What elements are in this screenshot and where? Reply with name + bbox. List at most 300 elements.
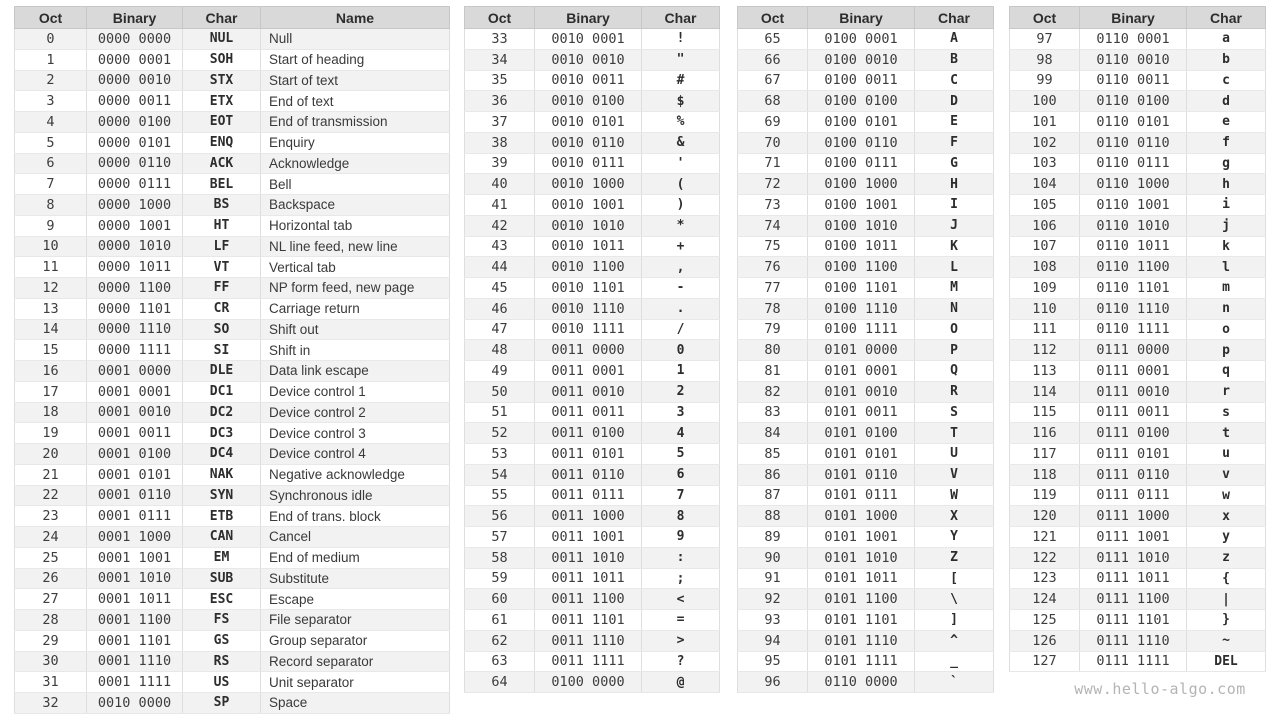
cell-binary: 0010 1100 <box>535 257 642 278</box>
table-row <box>465 195 720 216</box>
cell-char: | <box>1187 589 1266 610</box>
cell-binary: 0010 1001 <box>535 195 642 216</box>
cell-name: Start of text <box>261 70 450 91</box>
cell-char: V <box>915 464 994 485</box>
cell-binary: 0111 1010 <box>1080 547 1187 568</box>
cell-binary: 0001 1010 <box>87 568 183 589</box>
cell-char: ACK <box>183 153 261 174</box>
table-row <box>738 506 994 527</box>
table-row <box>738 361 994 382</box>
cell-name: Bell <box>261 174 450 195</box>
cell-binary: 0101 1101 <box>808 610 915 631</box>
cell-char: DC3 <box>183 423 261 444</box>
cell-char: R <box>915 381 994 402</box>
cell-name: File separator <box>261 610 450 631</box>
cell-name: Space <box>261 693 450 714</box>
table-row <box>738 112 994 133</box>
table-row <box>15 527 450 548</box>
cell-char: 0 <box>642 340 720 361</box>
cell-char: j <box>1187 215 1266 236</box>
cell-oct: 22 <box>15 485 87 506</box>
table-row <box>15 651 450 672</box>
cell-binary: 0100 0110 <box>808 132 915 153</box>
cell-oct: 61 <box>465 610 535 631</box>
cell-char: z <box>1187 547 1266 568</box>
cell-binary: 0011 1101 <box>535 610 642 631</box>
cell-binary: 0111 1100 <box>1080 589 1187 610</box>
cell-name: Unit separator <box>261 672 450 693</box>
cell-char: HT <box>183 215 261 236</box>
cell-oct: 110 <box>1010 298 1080 319</box>
table-row <box>1010 132 1266 153</box>
cell-binary: 0101 0110 <box>808 464 915 485</box>
cell-name: Record separator <box>261 651 450 672</box>
cell-binary: 0001 1101 <box>87 630 183 651</box>
cell-oct: 108 <box>1010 257 1080 278</box>
cell-binary: 0100 0100 <box>808 91 915 112</box>
cell-binary: 0011 0000 <box>535 340 642 361</box>
cell-oct: 118 <box>1010 464 1080 485</box>
table-row <box>465 319 720 340</box>
table-row <box>1010 423 1266 444</box>
cell-oct: 41 <box>465 195 535 216</box>
table-row <box>1010 547 1266 568</box>
cell-binary: 0101 0000 <box>808 340 915 361</box>
cell-char: DC2 <box>183 402 261 423</box>
ascii-table-control-chars <box>14 6 445 714</box>
cell-char: STX <box>183 70 261 91</box>
cell-binary: 0001 0110 <box>87 485 183 506</box>
table-row <box>465 402 720 423</box>
cell-char: l <box>1187 257 1266 278</box>
cell-oct: 72 <box>738 174 808 195</box>
cell-oct: 1 <box>15 49 87 70</box>
data-table <box>737 6 994 693</box>
cell-char: } <box>1187 610 1266 631</box>
cell-oct: 53 <box>465 444 535 465</box>
cell-binary: 0000 0110 <box>87 153 183 174</box>
cell-binary: 0010 0101 <box>535 112 642 133</box>
cell-char: ^ <box>915 630 994 651</box>
table-row <box>465 527 720 548</box>
cell-char: LF <box>183 236 261 257</box>
cell-char: SO <box>183 319 261 340</box>
cell-oct: 68 <box>738 91 808 112</box>
table-row <box>465 298 720 319</box>
table-row <box>1010 195 1266 216</box>
table-row <box>738 402 994 423</box>
cell-char: 8 <box>642 506 720 527</box>
cell-char: NAK <box>183 464 261 485</box>
cell-binary: 0011 0010 <box>535 381 642 402</box>
cell-char: B <box>915 49 994 70</box>
cell-char: I <box>915 195 994 216</box>
cell-binary: 0011 1110 <box>535 630 642 651</box>
cell-oct: 95 <box>738 651 808 672</box>
cell-binary: 0000 1000 <box>87 195 183 216</box>
column-header-char: Char <box>642 7 720 29</box>
table-row <box>465 381 720 402</box>
cell-oct: 78 <box>738 298 808 319</box>
cell-oct: 20 <box>15 444 87 465</box>
cell-oct: 84 <box>738 423 808 444</box>
table-row <box>465 112 720 133</box>
cell-oct: 102 <box>1010 132 1080 153</box>
cell-binary: 0110 1111 <box>1080 319 1187 340</box>
cell-char: N <box>915 298 994 319</box>
cell-char: EOT <box>183 112 261 133</box>
cell-binary: 0101 1100 <box>808 589 915 610</box>
cell-binary: 0110 0011 <box>1080 70 1187 91</box>
cell-binary: 0101 1011 <box>808 568 915 589</box>
cell-name: Device control 1 <box>261 381 450 402</box>
table-row <box>1010 630 1266 651</box>
cell-char: Z <box>915 547 994 568</box>
header-row <box>1010 7 1266 29</box>
cell-name: Device control 2 <box>261 402 450 423</box>
cell-oct: 73 <box>738 195 808 216</box>
cell-char: D <box>915 91 994 112</box>
table-row <box>15 630 450 651</box>
cell-oct: 44 <box>465 257 535 278</box>
cell-binary: 0101 1010 <box>808 547 915 568</box>
cell-oct: 83 <box>738 402 808 423</box>
table-row <box>738 381 994 402</box>
table-row <box>1010 527 1266 548</box>
table-row <box>465 70 720 91</box>
cell-name: Group separator <box>261 630 450 651</box>
cell-char: s <box>1187 402 1266 423</box>
cell-binary: 0000 0010 <box>87 70 183 91</box>
cell-binary: 0100 1001 <box>808 195 915 216</box>
cell-char: DLE <box>183 361 261 382</box>
cell-name: Negative acknowledge <box>261 464 450 485</box>
cell-name: NL line feed, new line <box>261 236 450 257</box>
cell-char: 5 <box>642 444 720 465</box>
cell-char: FF <box>183 278 261 299</box>
cell-binary: 0001 1011 <box>87 589 183 610</box>
cell-char: 7 <box>642 485 720 506</box>
table-row <box>15 195 450 216</box>
cell-char: K <box>915 236 994 257</box>
cell-binary: 0100 1111 <box>808 319 915 340</box>
cell-char: VT <box>183 257 261 278</box>
cell-oct: 46 <box>465 298 535 319</box>
cell-oct: 122 <box>1010 547 1080 568</box>
cell-char: r <box>1187 381 1266 402</box>
cell-oct: 28 <box>15 610 87 631</box>
cell-char: * <box>642 215 720 236</box>
table-row <box>738 547 994 568</box>
cell-char: + <box>642 236 720 257</box>
table-row <box>1010 49 1266 70</box>
cell-char: 6 <box>642 464 720 485</box>
cell-binary: 0100 1100 <box>808 257 915 278</box>
cell-oct: 58 <box>465 547 535 568</box>
table-row <box>15 29 450 50</box>
table-row <box>1010 112 1266 133</box>
cell-char: SI <box>183 340 261 361</box>
cell-oct: 39 <box>465 153 535 174</box>
cell-binary: 0101 0111 <box>808 485 915 506</box>
cell-char: w <box>1187 485 1266 506</box>
ascii-table-65-96 <box>737 6 990 693</box>
table-row <box>15 112 450 133</box>
cell-binary: 0111 0010 <box>1080 381 1187 402</box>
table-row <box>465 506 720 527</box>
cell-binary: 0101 0100 <box>808 423 915 444</box>
table-row <box>15 444 450 465</box>
cell-name: NP form feed, new page <box>261 278 450 299</box>
cell-oct: 86 <box>738 464 808 485</box>
table-row <box>1010 589 1266 610</box>
cell-oct: 81 <box>738 361 808 382</box>
cell-char: n <box>1187 298 1266 319</box>
table-row <box>15 361 450 382</box>
cell-binary: 0010 0000 <box>87 693 183 714</box>
cell-char: ' <box>642 153 720 174</box>
cell-oct: 69 <box>738 112 808 133</box>
cell-char: M <box>915 278 994 299</box>
cell-char: p <box>1187 340 1266 361</box>
cell-char: ] <box>915 610 994 631</box>
cell-oct: 4 <box>15 112 87 133</box>
cell-binary: 0101 0101 <box>808 444 915 465</box>
data-table <box>1009 6 1266 672</box>
cell-oct: 3 <box>15 91 87 112</box>
cell-oct: 62 <box>465 630 535 651</box>
cell-oct: 35 <box>465 70 535 91</box>
cell-char: A <box>915 29 994 50</box>
cell-oct: 88 <box>738 506 808 527</box>
cell-binary: 0100 0001 <box>808 29 915 50</box>
table-row <box>465 278 720 299</box>
cell-binary: 0001 1111 <box>87 672 183 693</box>
data-table <box>14 6 450 714</box>
cell-name: Escape <box>261 589 450 610</box>
column-header-oct: Oct <box>1010 7 1080 29</box>
cell-binary: 0000 0001 <box>87 49 183 70</box>
table-row <box>1010 70 1266 91</box>
cell-binary: 0011 1010 <box>535 547 642 568</box>
cell-binary: 0010 1111 <box>535 319 642 340</box>
table-row <box>15 153 450 174</box>
column-header-char: Char <box>1187 7 1266 29</box>
cell-name: Data link escape <box>261 361 450 382</box>
table-row <box>738 423 994 444</box>
cell-char: H <box>915 174 994 195</box>
cell-oct: 12 <box>15 278 87 299</box>
cell-binary: 0111 0000 <box>1080 340 1187 361</box>
cell-binary: 0010 0011 <box>535 70 642 91</box>
table-row <box>465 464 720 485</box>
cell-oct: 104 <box>1010 174 1080 195</box>
cell-char: k <box>1187 236 1266 257</box>
table-row <box>1010 444 1266 465</box>
table-row <box>465 610 720 631</box>
cell-char: US <box>183 672 261 693</box>
table-row <box>15 319 450 340</box>
table-row <box>15 236 450 257</box>
cell-oct: 56 <box>465 506 535 527</box>
cell-binary: 0110 1011 <box>1080 236 1187 257</box>
table-row <box>15 91 450 112</box>
cell-name: Device control 3 <box>261 423 450 444</box>
cell-oct: 82 <box>738 381 808 402</box>
cell-char: SYN <box>183 485 261 506</box>
table-row <box>1010 278 1266 299</box>
cell-oct: 55 <box>465 485 535 506</box>
cell-binary: 0011 1000 <box>535 506 642 527</box>
table-row <box>15 423 450 444</box>
column-header-char: Char <box>183 7 261 29</box>
cell-oct: 36 <box>465 91 535 112</box>
cell-char: T <box>915 423 994 444</box>
table-row <box>738 651 994 672</box>
cell-binary: 0011 0001 <box>535 361 642 382</box>
cell-oct: 96 <box>738 672 808 693</box>
cell-oct: 124 <box>1010 589 1080 610</box>
cell-name: Device control 4 <box>261 444 450 465</box>
cell-binary: 0101 1001 <box>808 527 915 548</box>
cell-binary: 0010 1010 <box>535 215 642 236</box>
cell-binary: 0011 0110 <box>535 464 642 485</box>
table-row <box>465 361 720 382</box>
cell-oct: 126 <box>1010 630 1080 651</box>
table-row <box>465 91 720 112</box>
cell-binary: 0100 0101 <box>808 112 915 133</box>
cell-char: CR <box>183 298 261 319</box>
cell-oct: 49 <box>465 361 535 382</box>
cell-binary: 0011 1011 <box>535 568 642 589</box>
cell-binary: 0111 0100 <box>1080 423 1187 444</box>
cell-binary: 0100 0011 <box>808 70 915 91</box>
table-row <box>738 672 994 693</box>
cell-oct: 2 <box>15 70 87 91</box>
cell-binary: 0001 0010 <box>87 402 183 423</box>
cell-oct: 15 <box>15 340 87 361</box>
table-row <box>1010 340 1266 361</box>
cell-oct: 123 <box>1010 568 1080 589</box>
cell-char: BS <box>183 195 261 216</box>
cell-binary: 0000 0111 <box>87 174 183 195</box>
table-row <box>738 215 994 236</box>
cell-oct: 67 <box>738 70 808 91</box>
cell-binary: 0011 1111 <box>535 651 642 672</box>
cell-oct: 17 <box>15 381 87 402</box>
column-header-oct: Oct <box>15 7 87 29</box>
table-row <box>1010 257 1266 278</box>
cell-oct: 31 <box>15 672 87 693</box>
table-row <box>15 49 450 70</box>
header-row <box>738 7 994 29</box>
cell-binary: 0011 1100 <box>535 589 642 610</box>
cell-oct: 127 <box>1010 651 1080 672</box>
cell-char: i <box>1187 195 1266 216</box>
table-row <box>465 651 720 672</box>
table-row <box>738 132 994 153</box>
cell-oct: 5 <box>15 132 87 153</box>
cell-binary: 0110 1101 <box>1080 278 1187 299</box>
cell-char: SUB <box>183 568 261 589</box>
cell-oct: 98 <box>1010 49 1080 70</box>
table-row <box>465 257 720 278</box>
cell-oct: 117 <box>1010 444 1080 465</box>
cell-oct: 9 <box>15 215 87 236</box>
cell-binary: 0110 0110 <box>1080 132 1187 153</box>
table-row <box>15 381 450 402</box>
cell-binary: 0000 0000 <box>87 29 183 50</box>
cell-binary: 0100 1110 <box>808 298 915 319</box>
cell-char: a <box>1187 29 1266 50</box>
cell-binary: 0000 1101 <box>87 298 183 319</box>
cell-oct: 106 <box>1010 215 1080 236</box>
table-row <box>15 464 450 485</box>
cell-char: Y <box>915 527 994 548</box>
table-row <box>738 568 994 589</box>
table-row <box>738 91 994 112</box>
table-row <box>465 174 720 195</box>
cell-oct: 91 <box>738 568 808 589</box>
cell-binary: 0011 0101 <box>535 444 642 465</box>
cell-binary: 0111 0111 <box>1080 485 1187 506</box>
cell-binary: 0010 1000 <box>535 174 642 195</box>
table-row <box>15 402 450 423</box>
cell-oct: 14 <box>15 319 87 340</box>
cell-oct: 8 <box>15 195 87 216</box>
table-row <box>15 672 450 693</box>
cell-char: ! <box>642 29 720 50</box>
cell-oct: 75 <box>738 236 808 257</box>
cell-name: Carriage return <box>261 298 450 319</box>
cell-char: g <box>1187 153 1266 174</box>
cell-oct: 71 <box>738 153 808 174</box>
cell-oct: 7 <box>15 174 87 195</box>
table-row <box>738 174 994 195</box>
table-row <box>738 610 994 631</box>
cell-oct: 54 <box>465 464 535 485</box>
cell-binary: 0110 0001 <box>1080 29 1187 50</box>
column-header-name: Name <box>261 7 450 29</box>
table-row <box>15 132 450 153</box>
cell-name: Cancel <box>261 527 450 548</box>
cell-binary: 0010 0010 <box>535 49 642 70</box>
table-row <box>15 70 450 91</box>
cell-oct: 43 <box>465 236 535 257</box>
cell-binary: 0011 0111 <box>535 485 642 506</box>
cell-binary: 0110 0010 <box>1080 49 1187 70</box>
cell-oct: 94 <box>738 630 808 651</box>
column-header-binary: Binary <box>87 7 183 29</box>
cell-oct: 90 <box>738 547 808 568</box>
table-row <box>738 630 994 651</box>
cell-oct: 74 <box>738 215 808 236</box>
cell-char: " <box>642 49 720 70</box>
table-row <box>738 278 994 299</box>
cell-binary: 0010 0100 <box>535 91 642 112</box>
cell-char: O <box>915 319 994 340</box>
cell-oct: 119 <box>1010 485 1080 506</box>
cell-char: u <box>1187 444 1266 465</box>
cell-binary: 0110 1010 <box>1080 215 1187 236</box>
cell-char: 2 <box>642 381 720 402</box>
cell-char: q <box>1187 361 1266 382</box>
cell-binary: 0110 1001 <box>1080 195 1187 216</box>
cell-binary: 0001 0100 <box>87 444 183 465</box>
cell-binary: 0000 1010 <box>87 236 183 257</box>
cell-name: Start of heading <box>261 49 450 70</box>
cell-char: @ <box>642 672 720 693</box>
